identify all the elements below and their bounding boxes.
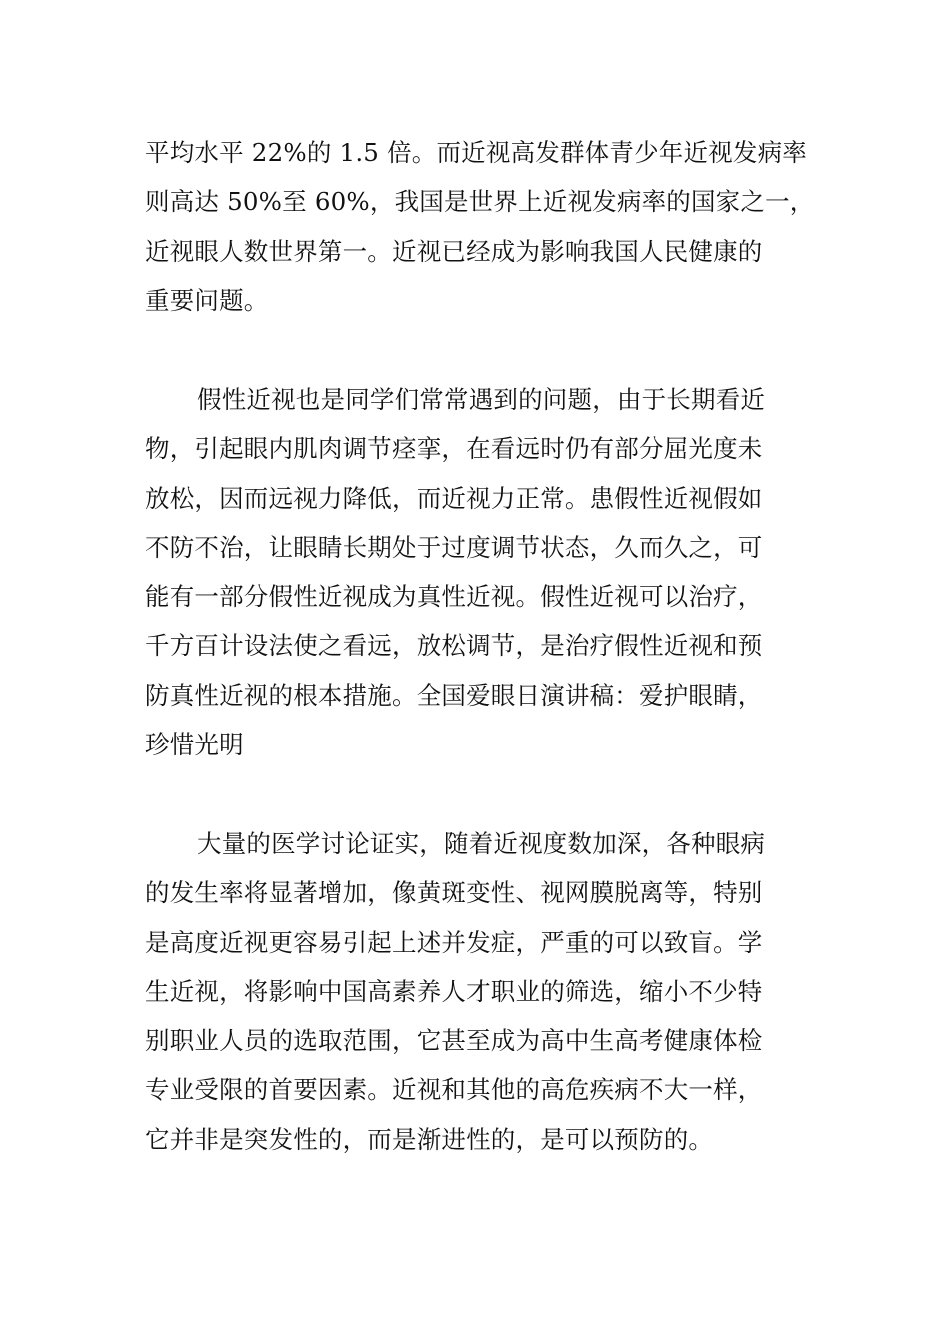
text-line: 是高度近视更容易引起上述并发症，严重的可以致盲。学	[145, 927, 763, 957]
text-line: 珍惜光明	[145, 730, 244, 760]
paragraph-medical-research	[145, 819, 810, 1164]
text-line: 物，引起眼内肌肉调节痉挛，在看远时仍有部分屈光度未	[145, 434, 763, 464]
text-line: 不防不治，让眼睛长期处于过度调节状态，久而久之，可	[145, 532, 763, 562]
text-line: 则高达 50%至 60%，我国是世界上近视发病率的国家之一，	[145, 187, 815, 217]
text-line: 重要问题。	[145, 285, 269, 315]
text-line: 防真性近视的根本措施。全国爱眼日演讲稿：爱护眼睛，	[145, 680, 763, 710]
paragraph-myopia-rate	[145, 128, 815, 325]
text-line: 生近视，将影响中国高素养人才职业的筛选，缩小不少特	[145, 976, 763, 1006]
text-line: 近视眼人数世界第一。近视已经成为影响我国人民健康的	[145, 236, 763, 266]
text-line: 能有一部分假性近视成为真性近视。假性近视可以治疗，	[145, 582, 763, 612]
text-line: 它并非是突发性的，而是渐进性的，是可以预防的。	[145, 1124, 714, 1154]
text-line: 平均水平 22%的 1.5 倍。而近视高发群体青少年近视发病率	[145, 138, 807, 167]
text-line: 别职业人员的选取范围，它甚至成为高中生高考健康体检	[145, 1026, 763, 1056]
text-line: 的发生率将显著增加，像黄斑变性、视网膜脱离等，特别	[145, 878, 763, 908]
paragraph-pseudo-myopia	[145, 375, 810, 769]
text-line: 千方百计设法使之看远，放松调节，是治疗假性近视和预	[145, 631, 763, 661]
text-line: 大量的医学讨论证实，随着近视度数加深，各种眼病	[197, 829, 766, 858]
text-line: 假性近视也是同学们常常遇到的问题，由于长期看近	[197, 385, 766, 414]
text-line: 专业受限的首要因素。近视和其他的高危疾病不大一样，	[145, 1075, 763, 1105]
text-line: 放松，因而远视力降低，而近视力正常。患假性近视假如	[145, 483, 763, 513]
